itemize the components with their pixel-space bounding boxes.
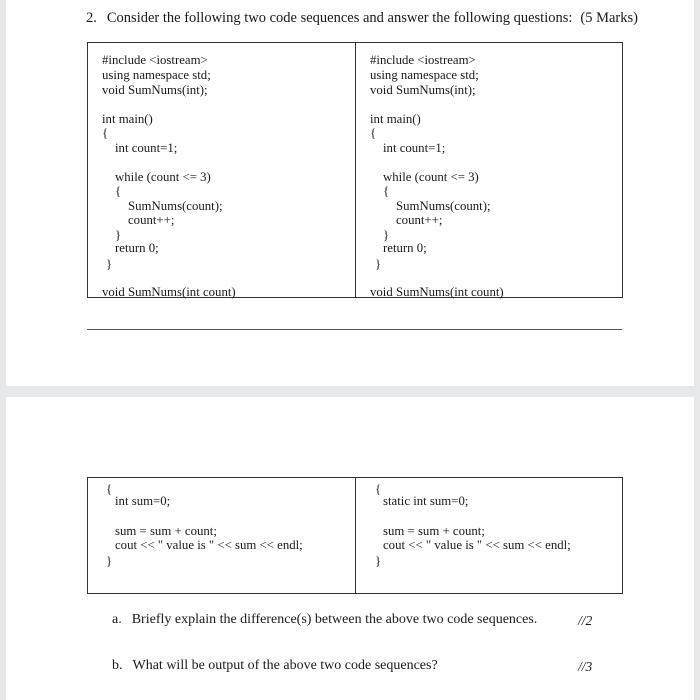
subquestion-points: //2 [578, 613, 593, 628]
code-line: int main() [370, 112, 421, 126]
question-marks: (5 Marks) [580, 10, 638, 26]
page-2 [6, 397, 694, 700]
question-heading [86, 10, 638, 27]
code-line: { [102, 126, 109, 140]
code-line: { [106, 482, 113, 496]
code-line: return 0; [383, 241, 427, 255]
code-line: SumNums(count); [396, 199, 491, 213]
code-line: sum = sum + count; [115, 524, 217, 538]
code-line: { [375, 482, 382, 496]
code-line: } [106, 554, 113, 568]
subquestion-b [112, 658, 438, 674]
code-line: cout << " value is " << sum << endl; [115, 538, 303, 552]
code-line: using namespace std; [370, 68, 479, 82]
horizontal-rule [87, 329, 622, 330]
code-line: } [375, 554, 382, 568]
subquestion-points: //3 [578, 659, 593, 674]
code-line: void SumNums(int count) [370, 285, 504, 299]
code-line: void SumNums(int); [102, 83, 208, 97]
subquestion-text: What will be output of the above two code sequences? [132, 658, 438, 673]
code-line: while (count <= 3) [383, 170, 479, 184]
code-line: SumNums(count); [128, 199, 223, 213]
subquestion-a [112, 612, 537, 628]
code-line: } [375, 257, 382, 271]
code-line: using namespace std; [102, 68, 211, 82]
code-line: count++; [128, 213, 175, 227]
code-line: void SumNums(int); [370, 83, 476, 97]
code-line: while (count <= 3) [115, 170, 211, 184]
code-line: void SumNums(int count) [102, 285, 236, 299]
code-line: cout << " value is " << sum << endl; [383, 538, 571, 552]
code-line: { [115, 184, 122, 198]
subquestion-text: Briefly explain the difference(s) between the above two code sequences. [131, 612, 538, 627]
code-line: } [383, 228, 390, 242]
code-line: { [370, 126, 377, 140]
code-line: int main() [102, 112, 153, 126]
column-divider [355, 43, 356, 297]
subquestion-letter: b. [112, 658, 123, 673]
code-line: int count=1; [383, 141, 446, 155]
subquestion-letter: a. [112, 612, 122, 627]
code-table-part1 [87, 42, 623, 298]
question-text: Consider the following two code sequences and answer the following questions: [106, 10, 573, 26]
code-line: static int sum=0; [383, 494, 469, 508]
code-line: sum = sum + count; [383, 524, 485, 538]
code-table-part2 [87, 477, 623, 594]
column-divider [355, 478, 356, 593]
code-line: { [383, 184, 390, 198]
code-line: count++; [396, 213, 443, 227]
code-line: return 0; [115, 241, 159, 255]
code-line: } [106, 257, 113, 271]
code-line: int count=1; [115, 141, 178, 155]
code-line: #include <iostream> [102, 53, 208, 67]
code-line: int sum=0; [115, 494, 171, 508]
code-line: } [115, 228, 122, 242]
page-1 [6, 0, 694, 386]
code-line: #include <iostream> [370, 53, 476, 67]
question-number: 2. [86, 10, 97, 26]
